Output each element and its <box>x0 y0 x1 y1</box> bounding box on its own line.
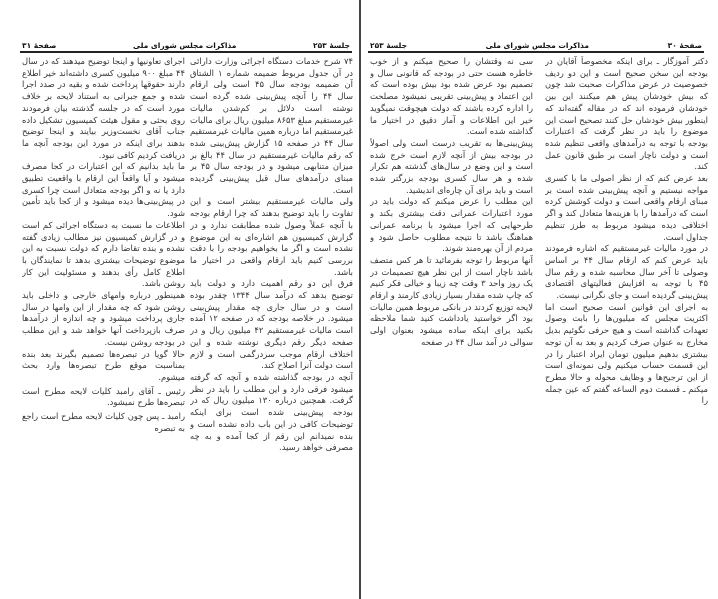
right-page <box>360 0 718 599</box>
paragraph: همینطور درباره وامهای خارجی و داخلی باید روشن شود که چه مقدار از این وامها در سال جاری پرداخت میشود و چه اندازه از درآمدها صرف بازپرداخت آنها خواهد شد و این مطلب در بودجه روشن نیست. <box>22 290 185 347</box>
paragraph: اجرای تعاونیها و اینجا توضیح میدهند که در سال ۴۴ مبلغ ۹۰۰ میلیون کسری داشته‌اند خیر اطلاع دارند حقوقها پرداخت شده و بقیه در صدد اجرا شده و جمع جبرانی به استناد لایحه بر خلاف مورد است که در جلسه گذشته بیان فرمودند روی بحثی و مقول هیئت کمیسیون تشکیل داده جناب آقای نخست‌وزیر بیایند و اینجا توضیح بدهند برای اینکه در مورد این بودجه آنچه ما دریافت کردیم کافی نبود. <box>22 56 185 160</box>
paragraph: ولی مالیات غیرمستقیم بیشتر است و این تفاوت را باید توضیح بدهند که چرا ارقام بودجه با آنچه عملاً وصول شده مطابقت ندارد و در گزارش کمیسیون هم اشاره‌ای به این موضوع نشده است و اگر ما بخواهیم بودجه را با دقت بررسی کنیم باید ارقام واقعی در اختیار ما باشد. <box>190 196 353 277</box>
text-column-right <box>545 56 708 586</box>
speaker-paragraph: رئیس ـ آقای رامبد کلیات لایحه مطرح است تبصره‌ها طرح نمیشود. <box>22 385 185 408</box>
text-column-left <box>22 56 185 586</box>
paragraph: در مورد مالیات غیرمستقیم که اشاره فرمودند باید عرض کنم که ارقام سال ۴۴ بر اساس وصولی تا آخر سال محاسبه شده و رقم سال ۴۵ با توجه به افزایش فعالیتهای اقتصادی پیش‌بینی گردیده است و جای نگرانی نیست. <box>545 243 708 301</box>
text-column-left <box>370 56 533 586</box>
paragraph: سی نه وقتشان را صحیح میکنم و از خوب خاطره هست حتی در بودجه که قانونی سال و تصمیم بود عرض شده بود بیش بوده است که این اعتماد و پیش‌بینی تقریبی نمیشود مصلحت را اداره کرده باشند که دولت هیچوقت نمیگوید خیر این اطلاعات و آمار دقیق در اختیار ما گذاشته شده است. <box>370 56 533 137</box>
session-number: جلسهٔ ۲۵۳ <box>313 41 350 50</box>
session-number: جلسهٔ ۲۵۳ <box>370 41 408 50</box>
text-column-right <box>190 56 353 586</box>
paragraph: به اجرای این قوانین است صحیح است اما اکثریت مجلس که میلیون‌ها را بابت وصول تعهدات گذاشته است و هیچ حرفی نگوئیم بدیل مخارج به عنوان صرف کردیم و بعد به آن توجه بیشتری بدهیم میلیون تومان ایراد اعتبار را در این قسمت حساب میکنیم ولی نمونه‌ای است از این ترجیح‌ها و وظایف محوله و حالا مطرح میکنم ـ قسمت دوم الساعه گفتم که عین جمله را <box>545 301 708 406</box>
paragraph: آنها مربوط را توجه بفرمائید تا هر کس متصف باشد ناچار است از این نظر هیچ تصمیمات در یک روز واحد ۳ وقت چه زیبا و خیالی فکر کنیم که چاپ شده مقدار بسیار زیادی کارمند و ارقام لایحه توزیع کردند در بانکی مربوط همین مالیات بود اگر خواستید یادداشت کنید شما ملاحظه بکنید برای اینکه ساده میشود بعنوان اولی سوالی در آمد سال ۴۴ در صفحه <box>370 254 533 347</box>
paragraph: پیش‌بینی‌ها به تقریب درست است ولی اصولاً در بودجه بیش از آنچه لازم است خرج شده است و این وضع در سال‌های گذشته هم تکرار شده و هر سال کسری بودجه بزرگتر شده است و باید برای آن چاره‌ای اندیشید. <box>370 137 533 195</box>
running-title: مذاکرات مجلس شورای ملی <box>485 41 589 50</box>
paragraph: این مطلب را عرض میکنم که دولت باید در مورد اعتبارات عمرانی دقت بیشتری بکند و طرحهایی که اجرا میشود با برنامه عمرانی هماهنگ باشد تا نتیجه مطلوب حاصل شود و مردم از آن بهره‌مند شوند. <box>370 196 533 254</box>
paragraph: فرق این دو رقم اهمیت دارد و دولت باید توضیح بدهد که درآمد سال ۱۳۴۴ چقدر بوده است و در سال جاری چه مقدار پیش‌بینی میشود. در خلاصه بودجه که در صفحه ۱۲ آمده است مالیات غیرمستقیم ۴۲ میلیون ریال و در صفحه دیگر رقم دیگری نوشته شده و این اختلاف ارقام موجب سردرگمی است و لازم است دولت آنرا اصلاح کند. <box>190 278 353 371</box>
page-number: صفحهٔ ۳۰ <box>667 41 702 50</box>
page-header <box>22 38 350 50</box>
header-rule <box>368 51 704 53</box>
paragraph: اطلاعات ما نسبت به دستگاه اجرائی کم است و در گزارش کمیسیون نیز مطالب زیادی گفته نشده و بنده تقاضا دارم که دولت نسبت به این موضوع توضیحات بیشتری بدهد تا نمایندگان با اطلاع کامل رأی بدهند و مسئولیت این کار روشن باشد. <box>22 219 185 289</box>
paragraph: حالا گویا در تبصره‌ها تصمیم بگیرند بعد بنده بمناسبت موقع طرح تبصره‌ها وارد بحث میشوم. <box>22 348 185 382</box>
paragraph: بعد عرض کنم که از نظر اصولی ما با کسری مواجه نیستیم و آنچه پیش‌بینی شده است بر مبنای ارقام واقعی است و دولت کوشش کرده است که درآمدها را با هزینه‌ها متعادل کند و اگر اختلافی دیده میشود مربوط به طرز تنظیم جداول است. <box>545 173 708 242</box>
left-page <box>0 0 358 599</box>
speaker-paragraph: رامبد ـ پس چون کلیات لایحه مطرح است راجع به تبصره <box>22 411 185 433</box>
page-number: صفحهٔ ۳۱ <box>22 41 57 50</box>
running-title: مذاکرات مجلس شورای ملی <box>133 41 237 50</box>
header-rule <box>20 51 352 53</box>
page-header <box>370 38 702 50</box>
paragraph: دکتر آموزگار ـ برای اینکه مخصوصاً آقایان در بودجه این سخن صحیح است و این دو ردیف خصوصیت در عرض مذاکرات صحبت شد چون که بیش خودشان پیش هم میکنند این بین خودشان فرموده اند که در مقاله گفته‌اند که اینطور بیش خودشان حل کنند تصحیح است این موضوع را باید در نظر گرفت که اعتبارات بودجه با توجه به درآمدهای واقعی تنظیم شده است و دولت ناچار است بر طبق قانون عمل کند. <box>545 56 708 172</box>
paragraph: ما باید بدانیم که این اعتبارات در کجا مصرف میشود و آیا واقعاً این ارقام با واقعیت تطبیق دارد یا نه و اگر بودجه متعادل است چرا کسری در پیش‌بینی‌ها دیده میشود و از کجا باید تأمین شود. <box>22 161 185 219</box>
paragraph: آنچه در بودجه گذاشته شده و آنچه که گرفته میشود فرقی دارد و این مطلب را باید در نظر گرفت. همچنین درباره ۱۳۰ میلیون ریال که در بودجه پیش‌بینی شده است برای اینکه توضیحات کافی در این باب داده نشده است و بنده نمیدانم این رقم از کجا آمده و به چه مصرفی خواهد رسید. <box>190 371 353 453</box>
paragraph: ۷۴ شرح خدمات دستگاه اجرائی وزارت دارائی در آن جدول مربوط ضمیمه شماره ۱ الشتاق آن ضمیمه بودجه سال ۴۵ است ولی ارقام سال ۴۴ را آنچه پیش‌بینی شده گرده است نوشته است دلائل بر کم‌شدن مالیات غیرمستقیم مبلغ ۸۶۵۳ میلیون ریال برای مالیات غیرمستقیم اما درباره همین مالیات غیرمستقیم سال ۴۴ در صفحه ۱۵ گزارش پیش‌بینی شده که رقم مالیات غیرمستقیم در سال ۴۴ بالغ بر میزان متنابهی میشود و در بودجه سال ۴۵ بر مبنای درآمدهای سال قبل پیش‌بینی گردیده است. <box>190 56 353 195</box>
